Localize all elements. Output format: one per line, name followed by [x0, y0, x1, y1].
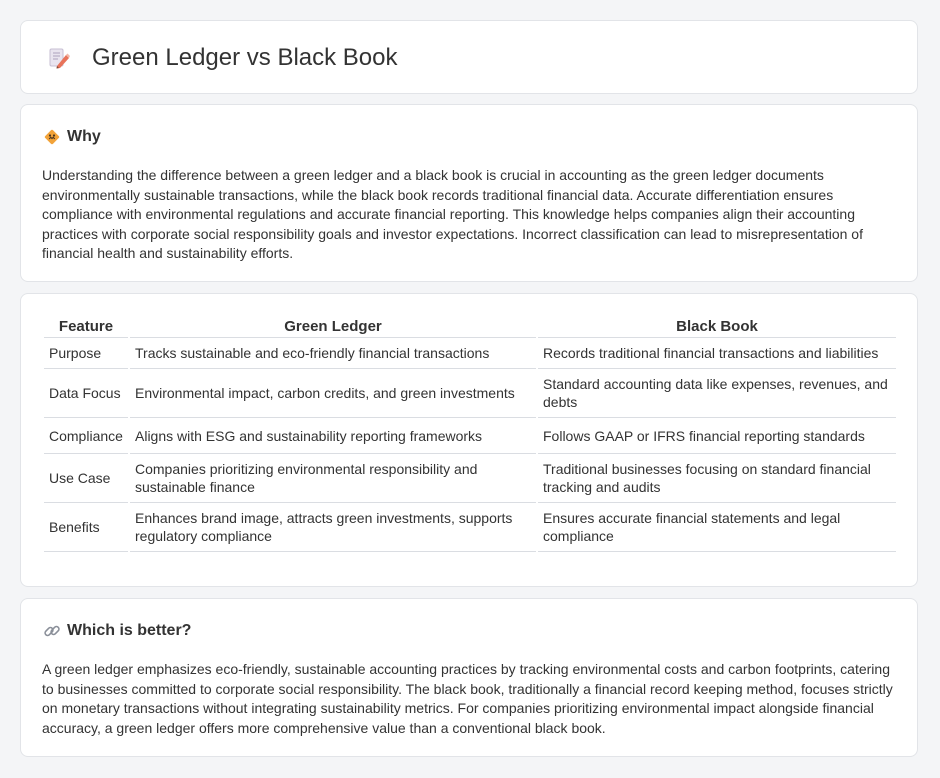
row-green-ledger: Tracks sustainable and eco-friendly financial transactions [130, 338, 536, 369]
better-header [43, 621, 191, 641]
header-feature: Feature [44, 315, 128, 338]
row-feature: Benefits [44, 503, 128, 552]
header-green-ledger: Green Ledger [130, 315, 536, 338]
table-row [44, 418, 896, 454]
table-row [44, 503, 896, 552]
table-row [44, 338, 896, 369]
page-title: Green Ledger vs Black Book [92, 44, 398, 71]
better-heading: Which is better? [67, 622, 192, 639]
row-feature: Use Case [44, 454, 128, 503]
link-icon [43, 622, 61, 640]
row-feature: Purpose [44, 338, 128, 369]
better-section [20, 598, 918, 757]
comparison-table [42, 315, 898, 552]
row-black-book: Records traditional financial transactions and liabilities [538, 338, 896, 369]
header-black-book: Black Book [538, 315, 896, 338]
why-header [43, 127, 101, 147]
title-card [20, 20, 918, 94]
comparison-section [20, 293, 918, 587]
road-sign-icon [43, 128, 61, 146]
row-black-book: Follows GAAP or IFRS financial reporting standards [538, 418, 896, 454]
document-pencil-icon [48, 47, 70, 69]
table-row [44, 454, 896, 503]
table-header-row [44, 315, 896, 338]
table-row [44, 369, 896, 418]
row-black-book: Standard accounting data like expenses, revenues, and debts [538, 369, 896, 418]
why-text: Understanding the difference between a green ledger and a black book is crucial in accounting as the green ledger documents environmentally sustainable transactions, while the black book records traditional financial data. Accurate differentiation ensures compliance with environmental regulations and accurate financial reporting. This knowledge helps companies align their accounting practices with corporate social responsibility goals and investor expectations. Incorrect classification can lead to misrepresentation of financial health and sustainability efforts. [42, 167, 863, 261]
row-feature: Data Focus [44, 369, 128, 418]
row-green-ledger: Companies prioritizing environmental responsibility and sustainable finance [130, 454, 536, 503]
better-text: A green ledger emphasizes eco-friendly, sustainable accounting practices by tracking environmental costs and carbon footprints, catering to businesses committed to corporate social responsibility. The black book, traditionally a financial record keeping method, focuses strictly on monetary transactions without integrating sustainability metrics. For companies prioritizing environmental impact alongside financial accuracy, a green ledger offers more comprehensive value than a conventional black book. [42, 661, 893, 736]
row-green-ledger: Enhances brand image, attracts green investments, supports regulatory compliance [130, 503, 536, 552]
row-black-book: Ensures accurate financial statements and legal compliance [538, 503, 896, 552]
why-section [20, 104, 918, 282]
why-heading: Why [67, 128, 101, 145]
row-green-ledger: Aligns with ESG and sustainability reporting frameworks [130, 418, 536, 454]
row-feature: Compliance [44, 418, 128, 454]
row-green-ledger: Environmental impact, carbon credits, and green investments [130, 369, 536, 418]
row-black-book: Traditional businesses focusing on standard financial tracking and audits [538, 454, 896, 503]
